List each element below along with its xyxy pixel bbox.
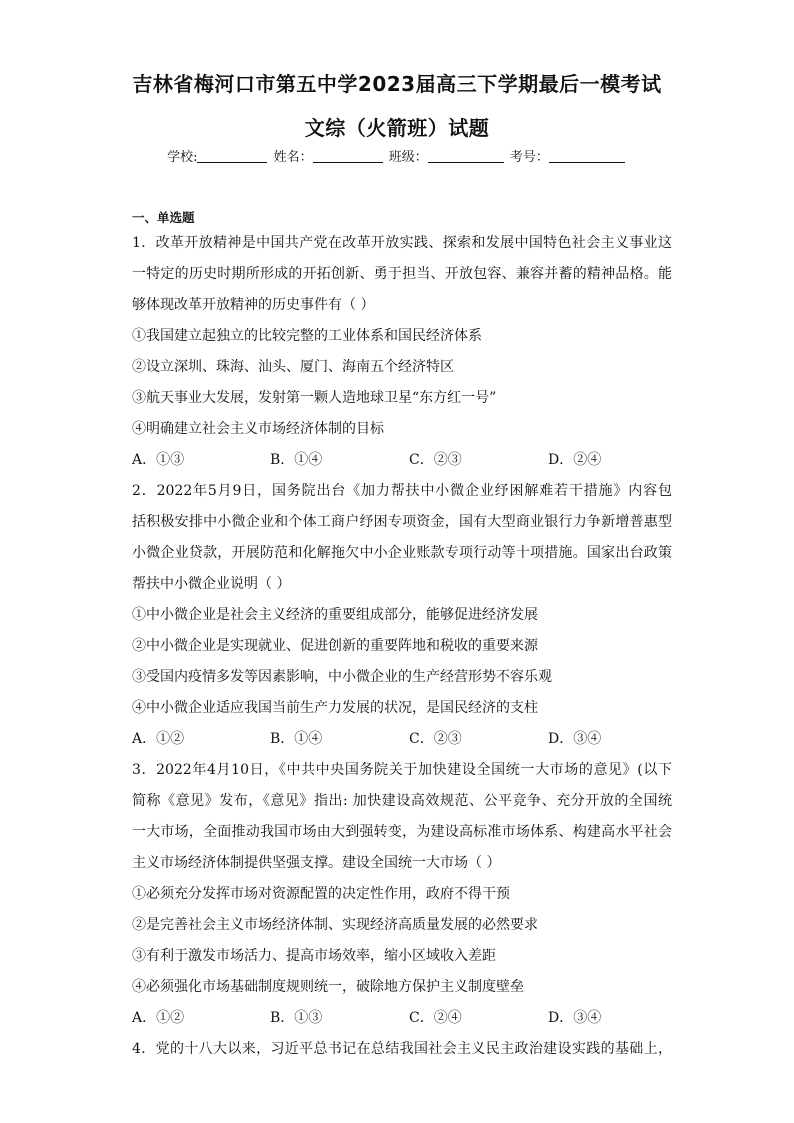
option-b[interactable]: B．①④	[270, 731, 323, 747]
question-2-statement: ③受国内疫情多发等因素影响，中小微企业的生产经营形势不容乐观	[132, 669, 552, 685]
option-a[interactable]: A．①③	[132, 452, 185, 468]
school-blank	[197, 150, 267, 163]
question-1-statement: ④明确建立社会主义市场经济体制的目标	[132, 421, 384, 437]
option-b[interactable]: B．①④	[270, 452, 323, 468]
option-d[interactable]: D．③④	[548, 731, 602, 747]
question-2-statement: ②中小微企业是实现就业、促进创新的重要阵地和税收的重要来源	[132, 638, 538, 654]
name-label: 姓名：	[273, 150, 313, 165]
question-2-statement: ①中小微企业是社会主义经济的重要组成部分，能够促进经济发展	[132, 607, 538, 623]
question-3-line: 主义市场经济体制提供坚强支撑。建设全国统一大市场（ ）	[132, 855, 501, 871]
option-d[interactable]: D．③④	[548, 1010, 602, 1026]
document-subtitle: 文综（火箭班）试题	[304, 116, 490, 140]
document-title: 吉林省梅河口市第五中学2023届高三下学期最后一模考试	[132, 72, 662, 96]
option-c[interactable]: C．②③	[409, 452, 462, 468]
class-blank	[428, 150, 504, 163]
question-2-line: 小微企业贷款，开展防范和化解拖欠中小企业账款专项行动等十项措施。国家出台政策	[132, 545, 672, 561]
question-1-line: 一特定的历史时期所形成的开拓创新、勇于担当、开放包容、兼容并蓄的精神品格。能	[132, 266, 672, 282]
exam-no-label: 考号：	[509, 150, 549, 165]
question-2-line: 帮扶中小微企业说明（ ）	[132, 576, 291, 592]
question-2-line: 2．2022年5月9日，国务院出台《加力帮扶中小微企业纾困解难若干措施》内容包	[132, 483, 672, 499]
question-3-line: 一大市场，全面推动我国市场由大到强转变，为建设高标准市场体系、构建高水平社会	[132, 824, 672, 840]
question-3-statement: ③有利于激发市场活力、提高市场效率，缩小区域收入差距	[132, 948, 496, 964]
name-blank	[313, 150, 383, 163]
option-a[interactable]: A．①②	[132, 731, 185, 747]
option-c[interactable]: C．②④	[409, 1010, 462, 1026]
question-3-statement: ①必须充分发挥市场对资源配置的决定性作用，政府不得干预	[132, 886, 510, 902]
student-info-row	[0, 146, 794, 165]
question-1-statement: ②设立深圳、珠海、汕头、厦门、海南五个经济特区	[132, 359, 454, 375]
question-1-statement: ③航天事业大发展，发射第一颗人造地球卫星“东方红一号”	[132, 390, 497, 406]
question-2-statement: ④中小微企业适应我国当前生产力发展的状况，是国民经济的支柱	[132, 700, 538, 716]
option-b[interactable]: B．①③	[270, 1010, 323, 1026]
question-4-line: 4．党的十八大以来，习近平总书记在总结我国社会主义民主政治建设实践的基础上，	[132, 1041, 672, 1057]
school-label: 学校:	[167, 150, 198, 165]
question-2-options	[132, 724, 672, 755]
option-d[interactable]: D．②④	[548, 452, 602, 468]
option-a[interactable]: A．①②	[132, 1010, 185, 1026]
question-3-line: 简称《意见》发布，《意见》指出: 加快建设高效规范、公平竞争、充分开放的全国统	[132, 793, 672, 809]
exam-no-blank	[549, 150, 625, 163]
question-3-statement: ④必须强化市场基础制度规则统一，破除地方保护主义制度壁垒	[132, 979, 524, 995]
section-title: 一、单选题	[132, 210, 195, 225]
question-1-line: 够体现改革开放精神的历史事件有（ ）	[132, 297, 375, 313]
option-c[interactable]: C．②③	[409, 731, 462, 747]
question-2-line: 括积极安排中小微企业和个体工商户纾困专项资金，国有大型商业银行力争新增普惠型	[132, 514, 672, 530]
question-1-line: 1．改革开放精神是中国共产党在改革开放实践、探索和发展中国特色社会主义事业这	[132, 235, 672, 251]
question-3-line: 3．2022年4月10日，《中共中央国务院关于加快建设全国统一大市场的意见》(以下	[132, 762, 672, 778]
question-3-options	[132, 1003, 672, 1034]
question-1-options	[132, 445, 672, 476]
class-label: 班级：	[388, 150, 428, 165]
question-3-statement: ②是完善社会主义市场经济体制、实现经济高质量发展的必然要求	[132, 917, 538, 933]
question-1-statement: ①我国建立起独立的比较完整的工业体系和国民经济体系	[132, 328, 482, 344]
